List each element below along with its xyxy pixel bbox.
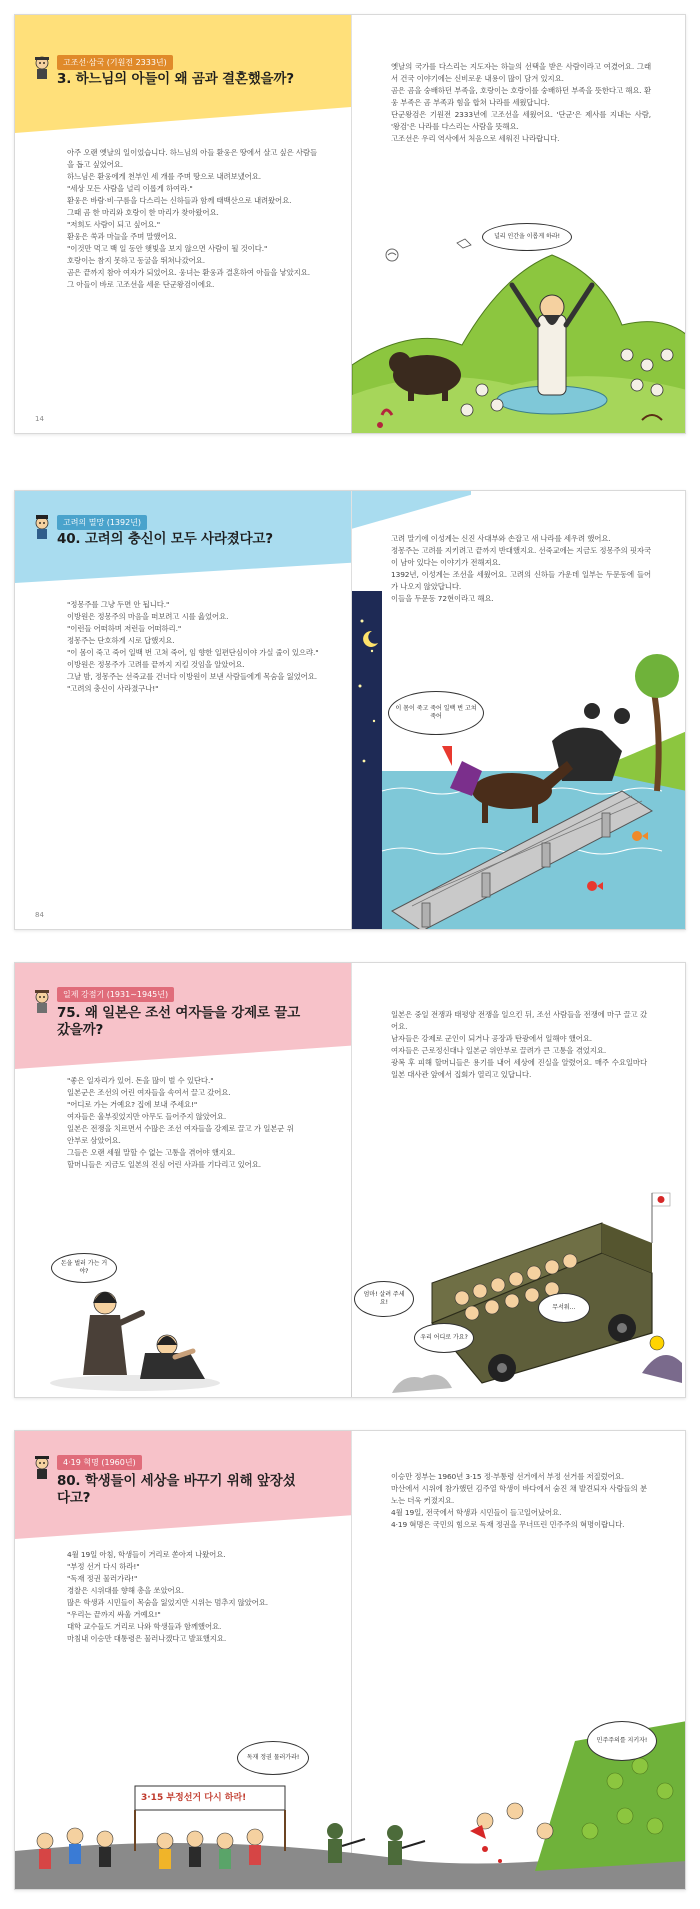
speech-bubble: 민주주의를 지키자! bbox=[587, 1721, 657, 1761]
speech-bubble: 엄마! 살려 주세요! bbox=[354, 1281, 414, 1317]
right-text: 이승만 정부는 1960년 3·15 정·부통령 선거에서 부정 선거를 저질렀어요. 마산에서 시위에 참가했던 김주열 학생이 바다에서 숨진 채 발견되자 사람들의 분노는 더욱 커졌지요. 4월 19일, 전국에서 학생과 시민들이 들고일어났어요. 4·19 혁명은 국민의 힘으로 독재 정권을 무너뜨린 민주주의 혁명이랍니다. bbox=[391, 1472, 647, 1529]
protest-banner: 3·15 부정선거 다시 하라! bbox=[141, 1793, 247, 1803]
spread-4 bbox=[14, 1430, 686, 1890]
chapter-title: 3. 하느님의 아들이 왜 곰과 결혼했을까? bbox=[57, 71, 294, 87]
illustration-dangun bbox=[352, 215, 686, 434]
body-text: "정몽주를 그냥 두면 안 됩니다." 이방원은 정몽주의 마음을 떠보려고 시를 읊었어요. "이런들 어떠하며 저런들 어떠하리." 정몽주는 단호하게 시로 답했지요. "이 몸이 죽고 죽어 일백 번 고쳐 죽어, 임 향한 일편단심이야 가실 줄이 있으랴." 이방원은 정몽주가 고려를 끝까지 지킬 것임을 알았어요. 그날 밤, 정몽주는 선죽교를 건너다 이방원이 보낸 사람들에게 목숨을 잃었어요. "고려의 충신이 사라졌구나!" bbox=[67, 600, 319, 693]
speech-bubble: 널리 인간을 이롭게 하라! bbox=[482, 223, 572, 251]
right-text: 고려 말기에 이성계는 신진 사대부와 손잡고 새 나라를 세우려 했어요. 정몽주는 고려를 지키려고 끝까지 반대했지요. 선죽교에는 지금도 정몽주의 핏자국이 남아 있다는 이야기가 전해져요. 1392년, 이성계는 조선을 세웠어요. 고려의 신하들 가운데 일부는 두문동에 들어가 나오지 않았답니다. 이들을 두문동 72현이라고 해요. bbox=[391, 534, 651, 603]
right-text: 일본은 중일 전쟁과 태평양 전쟁을 일으킨 뒤, 조선 사람들을 전쟁에 마구 끌고 갔어요. 남자들은 강제로 군인이 되거나 공장과 탄광에서 일해야 했어요. 여자들은 근로정신대나 일본군 위안부로 끌려가 큰 고통을 겪었지요. 광복 후 피해 할머니들은 용기를 내어 세상에 진실을 알렸어요. 매주 수요일마다 일본 대사관 앞에서 집회가 열리고 있답니다. bbox=[391, 1010, 647, 1079]
illustration-women-left bbox=[45, 1253, 225, 1393]
chapter-title: 80. 학생들이 세상을 바꾸기 위해 앞장섰다고? bbox=[57, 1473, 296, 1506]
page-number: 14 bbox=[35, 415, 44, 423]
speech-bubble: 이 몸이 죽고 죽어 일백 번 고쳐 죽어 bbox=[388, 691, 484, 735]
mascot-icon bbox=[31, 1455, 53, 1481]
speech-bubble: 독재 정권 물러가라! bbox=[237, 1741, 309, 1775]
chapter-tag: 일제 강점기 (1931~1945년) bbox=[57, 987, 174, 1002]
body-text: "좋은 일자리가 있어. 돈을 많이 벌 수 있단다." 일본군은 조선의 어린 여자들을 속여서 끌고 갔어요. "어디로 가는 거예요? 집에 보내 주세요!" 여자들은 울부짖었지만 아무도 들어주지 않았어요. 일본은 전쟁을 치르면서 수많은 조선 여자들을 강제로 끌고 가 일본군 위안부로 삼았어요. 그들은 오랜 세월 말할 수 없는 고통을 겪어야 했지요. 할머니들은 지금도 일본의 진심 어린 사과를 기다리고 있어요. bbox=[67, 1076, 294, 1169]
chapter-title: 75. 왜 일본은 조선 여자들을 강제로 끌고 갔을까? bbox=[57, 1005, 300, 1038]
speech-bubble: 돈을 벌러 가는 거야? bbox=[51, 1253, 117, 1283]
chapter-tag: 4·19 혁명 (1960년) bbox=[57, 1455, 142, 1470]
spread-2 bbox=[14, 490, 686, 930]
right-text: 옛날의 국가를 다스리는 지도자는 하늘의 선택을 받은 사람이라고 여겼어요. 그래서 건국 이야기에는 신비로운 내용이 많이 담겨 있지요. 곰은 곰을 숭배하던 부족을, 호랑이는 호랑이를 숭배하던 부족을 뜻한다고 해요. 환웅 부족은 곰 부족과 힘을 합쳐 나라를 세웠답니다. 단군왕검은 기원전 2333년에 고조선을 세웠어요. '단군'은 제사를 지내는 사람, '왕검'은 나라를 다스리는 사람을 뜻해요. 고조선은 우리 역사에서 처음으로 세워진 나라랍니다. bbox=[391, 62, 651, 143]
illustration-seonjukgyo bbox=[352, 591, 686, 930]
title-band-right bbox=[351, 491, 471, 529]
spread-3 bbox=[14, 962, 686, 1398]
speech-bubble: 우리 어디로 가요? bbox=[414, 1323, 474, 1353]
page-number: 84 bbox=[35, 911, 44, 919]
spread-1 bbox=[14, 14, 686, 434]
mascot-icon bbox=[31, 515, 53, 541]
speech-bubble: 무서워… bbox=[538, 1293, 590, 1323]
body-text: 4월 19일 아침, 학생들이 거리로 쏟아져 나왔어요. "부정 선거 다시 하라!" "독재 정권 물러가라!" 경찰은 시위대를 향해 총을 쏘았어요. 많은 학생과 시민들이 목숨을 잃었지만 시위는 멈추지 않았어요. "우리는 끝까지 싸울 거예요!" 대학 교수들도 거리로 나와 학생들과 함께했어요. 마침내 이승만 대통령은 물러나겠다고 발표했지요. bbox=[67, 1550, 269, 1643]
mascot-icon bbox=[31, 989, 53, 1015]
illustration-army-truck bbox=[352, 1163, 686, 1398]
chapter-tag: 고려의 멸망 (1392년) bbox=[57, 515, 147, 530]
body-text: 아주 오랜 옛날의 일이었습니다. 하느님의 아들 환웅은 땅에서 살고 싶은 사람들을 돕고 싶었어요. 하느님은 환웅에게 천부인 세 개를 주며 땅으로 내려보냈어요. "세상 모든 사람을 널리 이롭게 하여라." 환웅은 바람·비·구름을 다스리는 신하들과 함께 태백산으로 내려왔어요. 그때 곰 한 마리와 호랑이 한 마리가 찾아왔어요. "저희도 사람이 되고 싶어요." 환웅은 쑥과 마늘을 주며 말했어요. "이것만 먹고 백 일 동안 햇빛을 보지 않으면 사람이 될 것이다." 호랑이는 참지 못하고 동굴을 뛰쳐나갔어요. 곰은 끝까지 참아 여자가 되었어요. 웅녀는 환웅과 결혼하여 아들을 낳았지요. 그 아들이 바로 고조선을 세운 단군왕검이에요. bbox=[67, 148, 318, 289]
chapter-title: 40. 고려의 충신이 모두 사라졌다고? bbox=[57, 531, 273, 547]
illustration-april-revolution bbox=[15, 1721, 686, 1890]
mascot-icon bbox=[31, 55, 53, 81]
chapter-tag: 고조선·삼국 (기원전 2333년) bbox=[57, 55, 173, 70]
